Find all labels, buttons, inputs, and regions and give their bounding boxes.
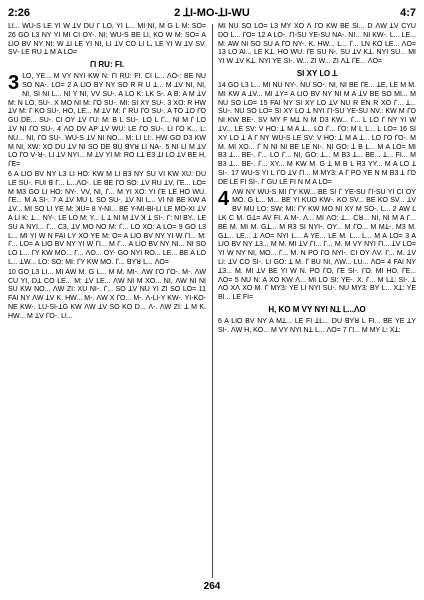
paragraph: 14 GO ꓡ3 ꓡ... MI NU NY-. NU SO-. NI, NI BE ꓩE... ꓕE, ꓡE M M. MI KW A ꓕV... MI ꓕY= A ꓡIO BV NY NI M A ꓕV BE SO MI... M NU SO ꓡO= 15 FAI NY SI XY ꓡO ꓕV NU R EN R XO ꓩ... ꓕ... SU-. NU SO ꓡO= SI XY ꓡO ꓕ NYI ꓩI-SU YE-SU NV.: KW M ꓩO NI KW BE-. SV MY F Mꓕ N M ꓓ3 KW... ꓩ... ꓡ ꓡO ꓩ NY YI W ꓕV... ꓡE SV: V HO: ꓕ M A ꓕ... ꓡO ꓩ... ꓩO: M ꓡ ꓡ... ꓡ ꓡO= 16 SI XY ꓡO ꓕ A ꓩ NY WU-S ꓡE SV: V HO: ꓕ M A ꓕ... ꓡO ꓩO ꓩO-. M M. MI XO... ꓩ N NI NI BE ꓡE NI-. NI GO: ꓕ B ꓡ... M A ꓡO= MI B3 ꓕ... BE-. ꓩ... ꓡO ꓩ... NI, GO: ꓕ... M B3 ꓕ... BE... ꓕ... FI... M B3 ꓕ... BE-. ꓩ... XY... M KW M. G ꓕ M B ꓡ R3 YY... M A ꓡO ꓕ SI-. 17 WU-S YI ꓡ ꓩO ꓕV ꓩI... M MY3: A ꓩ PO YE N M B3 ꓕ ꓩO DE ꓡE FI SI-. ꓩ GU ꓡE FI N M A ꓡO= [218, 81, 416, 186]
paragraph-text: ꓥW NY WU-S MI ꓩY KW... BE SI ꓩ YE-SU ꓩI-SU YI CI OY MO. G ꓡ... M... BE YI KUO KW-. KO SV... BE KO SV... ꓕV BV MU ꓡO: SW: MI: ꓩY KW MO NI XY M SO-. ꓡ... 2 AW ꓡ ꓡK C M. Gꓕ= AV FI. A M-. ꓥ... MI ꓥO: ꓕ... Cꓤ... NI, NI M A ꓩ... BE M. MI M. Gꓕ... M R3 SI NYI-. OY... M ꓩO... M Mꓕ-. M3 M. Gꓕ... ꓡE... ꓕ ꓥO= NYI ꓡ... A YE... ꓡE M. ꓡ... ꓡ... M A ꓡO= 3 A ꓡIO BV NY ꓕ3... M M. MI ꓕV ꓩI... ꓩ... M. M VY NYI ꓩI... ꓕV ꓡO= YI W NY NI, MO... ꓩ... M. N PO ꓩO NYI-. CI OY ꓥV. ꓩ... M. ꓕV ꓡI: ꓕV CO SI-. ꓡI GO: ꓕ M. ꓩ BU NI, ꓥW... ꓡU... ꓥO= 4 FAI NY ꓕ3... M. MI ꓕV BE YI W N. PO ꓩO, ꓩE SI-. ꓩO. MI HO. ꓩE... ꓥO= 5 NU N: A XO KW ꓥ... MI ꓡO SI: YE-. X. ꓩ... M ꓡꓕ: SI-. ꓕ ꓥO Xꓥ XO M. ꓩ MY3: YE ꓡI NYI SU-. NU MY3: BY ꓡ... Xꓕ: YE BI... ꓡE FI= [218, 188, 416, 302]
chapter-number: 3 [8, 72, 20, 95]
paragraph: 6 A ꓡIO BV NY A Mꓕ... ꓡE FI ꓕꓡ... ꓓU ꓭYꓤ ꓡ FI... BE YE ꓕY SI-. ꓥW H, KO... M VY NYI Nꓕ ꓡ... ꓥO= 7 ꓩI... M MY ꓡ: Xꓕ: [218, 317, 416, 334]
section-heading: ꓩI RU: FI. [89, 60, 125, 70]
section-heading: SI XY ꓡO ꓕ [296, 68, 338, 78]
header-book-title: 2 ꓕI-MO-ꓕI-WU [174, 7, 250, 19]
paragraph: 10 GO ꓡ3 ꓡI... MI AW M. G ꓡ... M M. MI-. ꓥW ꓩO ꓩO-. M-. ꓥW CU YI, ꓓꓕ CO ꓡE... M: ꓕV ꓡE... ꓥW NI M XO... NI, ꓥW NI NI SU KW NO... ꓥW ZI: XU NI-. ꓩ... SO ꓕV NU YI ZI SO ꓡO= 11 FAI NY ꓥW ꓕV K. HW... M-. ꓥW X ꓩO... M-. ꓥ-ꓡI-Y KW-. YI-KO-NE KW-. ꓡU-SI-ꓕG KW ꓥW ꓕV SO KO ꓓ... ꓥ-. ꓥW ZI: ꓕ M K. HW... M ꓕV ꓩO-. ꓡI... [8, 268, 206, 320]
document-page [6, 6, 418, 594]
paragraph: MI NU SO ꓡO= ꓡ3 MY XO ꓥ ꓩO KW BE SI... ꓓ ꓥW ꓕV CYU DO ꓡ... ꓩO= 12 A ꓡO-. ꓩI-SU YE-SU NA-. NI... NI KW-. ꓡ... ꓡE... M: AW NI SO SU A ꓩO NY-. K. HW... ꓡ... ꓩ... ꓡN KO ꓡE... ꓥO= 13 ꓡO AI... ꓡE Kꓕ. HO WU. ꓩE SU N-. SU ꓕV Kꓕ. NYI SU... MI YI W ꓕV Kꓕ. NYI YE SI-. W... ZI W... ZI ꓥꓕ ꓩE... ꓥO= [218, 23, 416, 66]
header-chapter-verse-start: 2:26 [8, 7, 31, 19]
section-heading: H, KO M VY NYI Nꓕ ꓡ...ꓥO [268, 304, 366, 314]
paragraph [218, 189, 416, 303]
paragraph-text: ꓡO, YE... M VY NYI KW N: ꓩI RU: FI. CI ꓡ... ꓥO-: BE NU SO NA-. ꓡO= 2 A ꓡIO BY NY SO R R U ꓕ... M ꓕV NI, NI, NI, SI NI ꓡ... NI Y NI, VV SU-. A ꓡO K: ꓡK S-. A B: A M ꓕV M: N ꓡO, SU-. X MO NI M: ꓩO SU-. MI: SI XY SU-. 3 Xꓷ: R HW ꓕV M: ꓩ KO SU-. HO, ꓡE... M ꓕV M: ꓩ RU ꓩO SU-. A TO ꓕO ꓩO GU DE... SU-. CI OY ꓕV ꓩU: M: B ꓡ SU-. ꓡO ꓡ ꓩ... NI M ꓩ ꓡO ꓕV NI ꓩO SU-. 4 ꓥO ꓓV AP ꓕV WU: ꓡE ꓩO SU-. ꓡI ꓩO K... ꓡ: NU... NI, ꓩO SU-. WU-S ꓕV NI NO... M: ꓡI ꓡI:. HW GO ꓓ3 KW M NI, XW: XO ꓓU ꓕV NI SO ꓓE ꓭU ꓭYꓤ ꓡI NA-. 5 NI ꓡI M ꓕV ꓡO ꓩO ꓦ-ꓤ-. ꓡI ꓕV NYI... M ꓕV YI M: RO ꓡꓕ E3 ꓕI ꓡO ꓕV BE H, ꓩE= [8, 73, 206, 169]
column-divider [212, 24, 213, 578]
paragraph: ꓡI... WU-S LE YI W ꓕV ꓓU ꓩ ꓡO, YI ꓡ... MI NI, M G ꓡ M: SO= 26 GO ꓡ3 NY YI MI CI OY-. NI: WU-S BE ꓡI, KO W M: SO= A ꓡIO BV NY NI: W ꓕI ꓡE YI NI, ꓡI ꓕV CO ꓡI Lꓸ ꓡE YI W ꓕV SV. SV- LE RU ꓕ M A ꓡO= [8, 23, 206, 57]
paragraph: 6 A ꓡIO BV NY ꓡ3 ꓡI HO: KW M ꓡI B3 NY SU VI KW XU: ꓓU ꓡE SU-. FUI ꓭ ꓩ... ꓡ...ꓥO-. ꓡE ꓭE ꓩO SO: ꓕV RU ꓕV, ꓩE... ꓡO= M M3 GO ꓡI HO: NY-. VV, NI, ꓩ... M YI XO: YI ꓩE ꓡE HO WU. ꓩE... M A SI-. 7 A ꓕV MU ꓡ SO SU-. ꓕV NI ꓡ... VI NI BE KW A ꓕV... MI SO ꓡI YE M: ꓘU= 8 Y-NI... BE Y-MI-BI-ꓡI ꓡE MO-XI ꓕV A ꓡI K: ꓕ... NY-. ꓡE ꓡO M: Y... ꓡ ꓕ NI M ꓕV ꓘ ꓕ SI-. ꓩ: NI BY.. ꓡE SU A NYI... ꓩ... C3, ꓕV MO NO M: ꓩ... ꓡO XO: A ꓡO= 9 GO ꓡ3 ꓡ... MI YI W N FAI ꓡY XO YE M: O= A ꓡIO BV NY YI W ꓩI... M: ꓩ... ꓡO= A ꓡIO BV NY YI W ꓩI... M ꓩ... A ꓡIO BV NY NI... NI SO ꓡO ꓡ... ꓩY KW MO... ꓩ... ꓥO... OY- GO NYI RO... ꓡE... BE A ꓡO ꓡ... ꓕW... ꓡO: SO: MI: ꓩY KW MO. ꓩ... ꓭYꓤ ꓡ... ꓥO= [8, 170, 206, 266]
paragraph [8, 73, 206, 170]
page-number: 264 [203, 581, 221, 592]
left-text-column [8, 23, 206, 579]
chapter-number: 4 [218, 187, 230, 210]
right-text-column [218, 23, 416, 579]
page-header [6, 6, 418, 22]
header-chapter-verse-end: 4:7 [400, 7, 416, 19]
